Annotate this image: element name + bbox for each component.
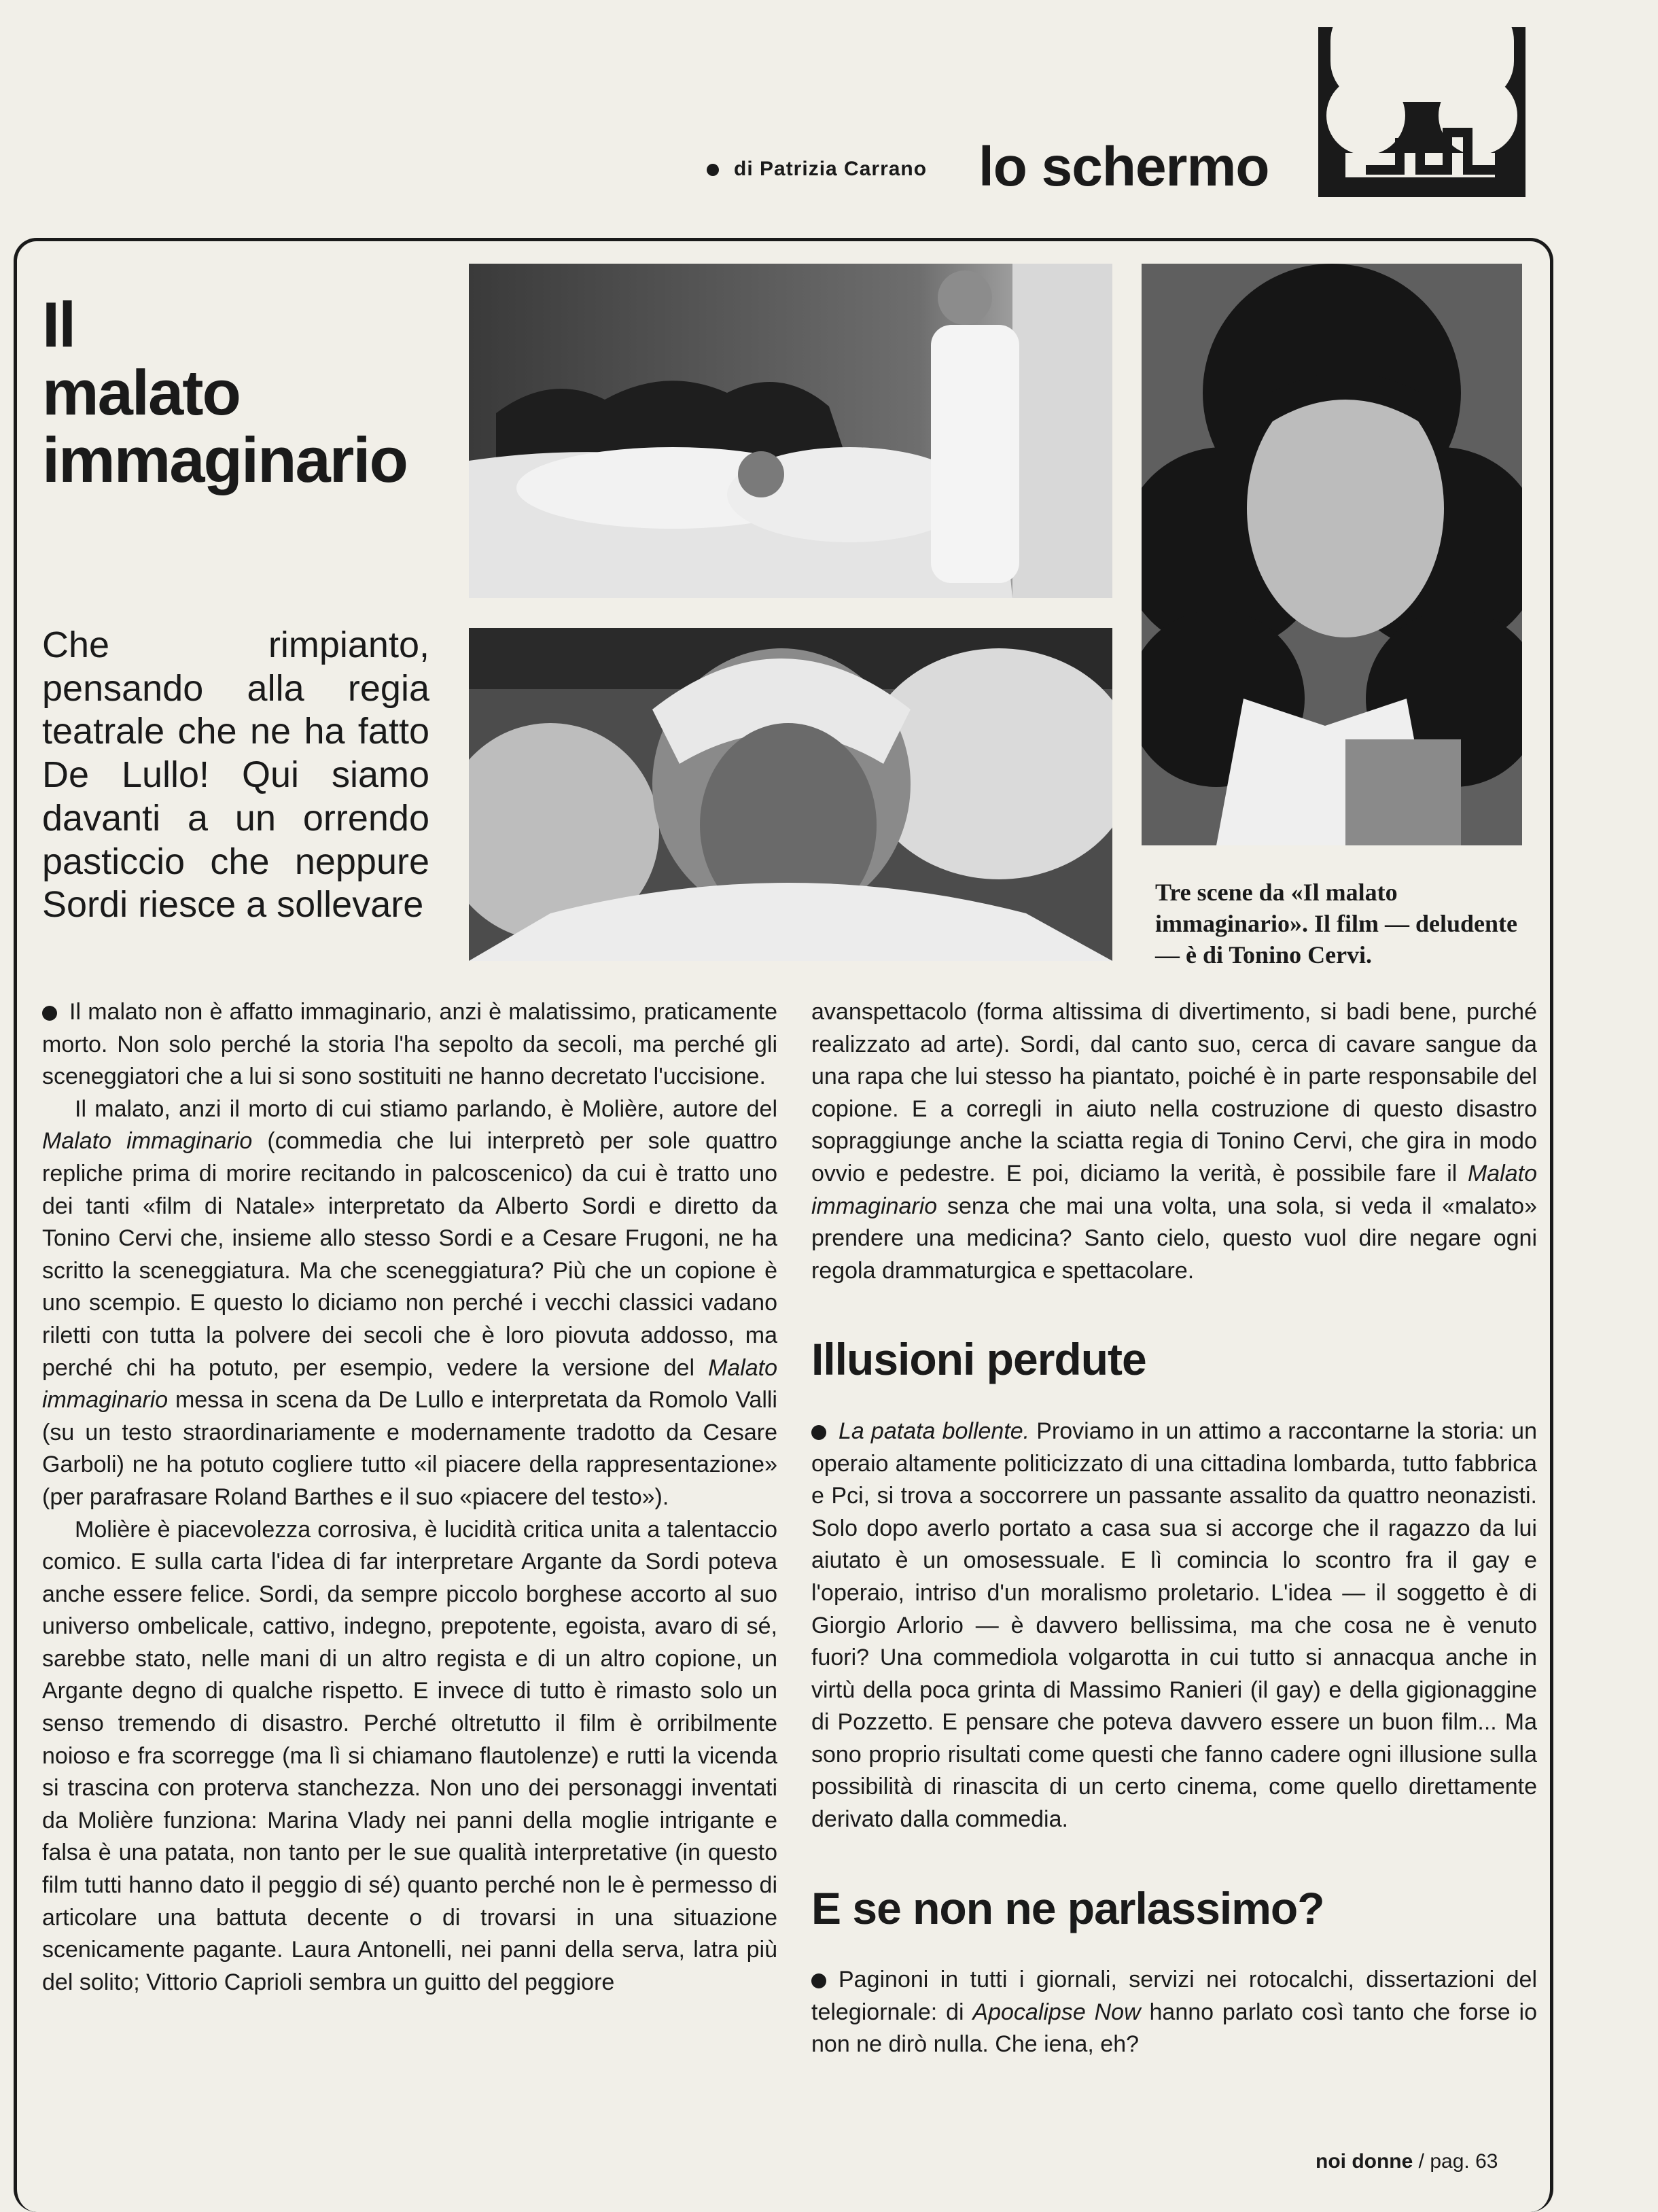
byline [707, 158, 927, 181]
paragraph [42, 1514, 777, 1999]
film-title: Malato immaginario [42, 1354, 777, 1414]
photo-caption: Tre scene da «Il malato immaginario». Il film — deludente — è di Tonino Cervi. [1155, 879, 1517, 969]
photo-young-man-wig [1142, 264, 1522, 845]
magazine-name: noi donne [1316, 2150, 1413, 2173]
subheading-parlassimo: E se non ne parlassimo? [811, 1882, 1324, 1933]
paragraph-text: avanspettacolo (forma altissima di divertimento, si badi bene, purché realizzato ad arte). Sordi, dal canto suo, cerca di cavare sangue da una rapa che lui stesso ha piantato, poiché è in parte responsabile del copione. E a corregli in aiuto nella costruzione di questo disastro sopraggiunge anche la sciatta regia di Tonino Cervi, che gira in modo ovvio e pedestre. E poi, diciamo la verità, è possibile fare il [811, 999, 1537, 1187]
article-title [42, 291, 407, 494]
photo-bed-scene [469, 264, 1112, 598]
paragraph-text: Molière è piacevolezza corrosiva, è lucidità critica unita a talentaccio comico. E sulla carta l'idea di far interpretare Argante da Sordi poteva anche essere felice. Sordi, da sempre piccolo borghese accorto al suo universo ombelicale, cattivo, indegno, prepotente, egoista, avaro di sé, sarebbe stato, nelle mani di un altro regista e di un altro copione, un Argante degno di qualche rispetto. E invece di tutto è rimasto solo un senso tremendo di disastro. Perché oltretutto il film è orribilmente noioso e fra scorregge (ma lì si chiamano flautolenze) e rutti la vicenda si trascina con proterva stanchezza. Non uno dei personaggi inventati da Molière funziona: Marina Vlady nei panni della moglie intrigante e falsa è una patata, non tanto per le sue qualità interpretative (in questo film tutti hanno dato il peggio di sé) quanto perché non le è permesso di articolare una battuta decente o di trovarsi in una situazione scenicamente pagante. Laura Antonelli, nei panni della serva, latra più del solito; Vittorio Caprioli sembra un guitto del peggiore [42, 1516, 777, 1995]
paragraph-text: Il malato, anzi il morto di cui stiamo parlando, è Molière, autore del [75, 1095, 777, 1122]
title-line: Il [42, 289, 75, 360]
bullet-icon [707, 164, 719, 176]
paragraph-text: Paginoni in tutti i giornali, servizi nei rotocalchi, dissertazioni del telegiornale: di [811, 1967, 1537, 2025]
subheading-illusioni: Illusioni perdute [811, 1334, 1146, 1385]
paragraph-text: messa in scena da De Lullo e interpretata da Romolo Valli (su un testo straordinariamente e modernamente tradotto da Cesare Garboli) ne ha potuto cogliere tutto «il piacere della rappresentazione» (per parafrasare Roland Barthes e il suo «piacere del testo»). [42, 1387, 777, 1510]
section-title: lo schermo [978, 136, 1269, 198]
title-line: malato [42, 356, 240, 428]
paragraph [42, 996, 777, 1093]
title-line: immaginario [42, 424, 407, 496]
paragraph [811, 1964, 1537, 2061]
page-footer [1316, 2150, 1498, 2173]
film-title: Apocalipse Now [972, 1999, 1141, 2025]
bullet-icon [811, 1973, 826, 1988]
byline-text: di Patrizia Carrano [734, 158, 928, 180]
paragraph-text: hanno parlato così tanto che forse io non ne dirò nulla. Che iena, eh? [811, 1999, 1537, 2058]
article-lead: Che rimpianto, pensando alla regia teatrale che ne ha fatto De Lullo! Qui siamo davanti a un orrendo pasticcio che neppure Sordi riesce a sollevare [42, 625, 429, 926]
film-title: La patata bollente. [839, 1418, 1030, 1444]
body-column-right [811, 996, 1537, 2061]
paragraph-text: Proviamo in un attimo a raccontarne la storia: un operaio altamente politicizzato di una cittadina lombarda, tutto fabbrica e Pci, si trova a soccorrere un passante assalito da quattro neonazisti. Solo dopo averlo portato a casa sua si accorge che il ragazzo da lui aiutato è un omosessuale. E lì comincia lo scontro fra il gay e l'operaio, intriso d'un moralismo proletario. L'idea — il soggetto è di Giorgio Arlorio — è davvero bellissima, ma che cosa ne è venuto fuori? Una commediola volgarotta in cui tutto si annacqua anche in virtù della poca grinta di Massimo Ranieri (il gay) e della gigionaggine di Pozzetto. E pensare che poteva davvero essere un buon film... Ma sono proprio risultati come questi che fanno cadere ogni illusione sulla possibilità di rinascita di un certo cinema, come quello direttamente derivato dalla commedia. [811, 1418, 1537, 1833]
paragraph-text: senza che mai una volta, una sola, si veda il «malato» prendere una medicina? Santo cielo, questo vuol dire negare ogni regola drammaturgica e spettacolare. [811, 1193, 1537, 1284]
photo-sick-man [469, 628, 1112, 961]
bullet-icon [42, 1006, 57, 1021]
body-column-left [42, 996, 777, 1999]
bullet-icon [811, 1425, 826, 1440]
section-logo-icon [1318, 0, 1525, 197]
paragraph [811, 1416, 1537, 1836]
paragraph-text: Il malato non è affatto immaginario, anzi è malatissimo, praticamente morto. Non solo perché la storia l'ha sepolto da secoli, ma perché gli sceneggiatori che a lui si sono sostituiti ne hanno decretato l'uccisione. [42, 999, 777, 1090]
page-number: pag. 63 [1430, 2150, 1498, 2173]
paragraph [42, 1093, 777, 1514]
paragraph [811, 996, 1537, 1287]
paragraph-text: (commedia che lui interpretò per sole quattro repliche prima di morire recitando in palcoscenico) da cui è tratto uno dei tanti «film di Natale» interpretato da Alberto Sordi e diretto da Tonino Cervi che, insieme allo stesso Sordi e a Cesare Frugoni, ne ha scritto la sceneggiatura. Ma che sceneggiatura? Più che un copione è uno scempio. E questo lo diciamo non perché i vecchi classici vadano riletti con tutta la polvere dei secoli che è loro piovuta addosso, ma perché chi ha potuto, per esempio, vedere la versione del [42, 1128, 777, 1381]
film-title: Malato immaginario [811, 1160, 1537, 1219]
film-title: Malato immaginario [42, 1128, 253, 1155]
footer-separator: / [1418, 2150, 1424, 2173]
